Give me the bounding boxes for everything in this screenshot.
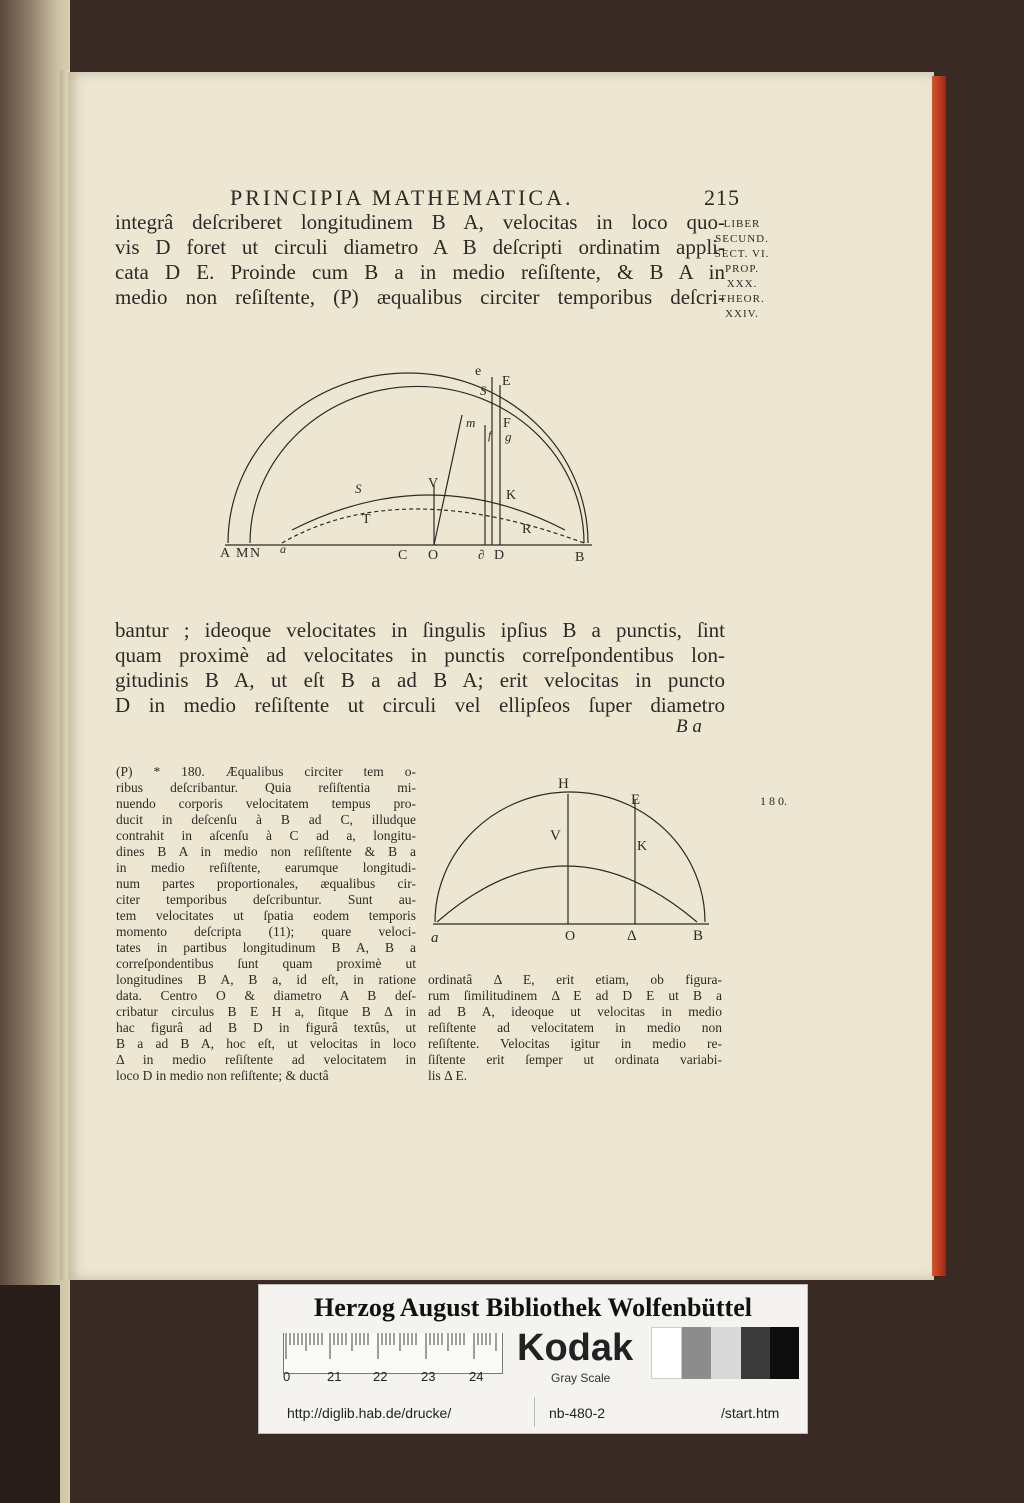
fig2-curve: [437, 866, 697, 922]
footnote-left-column: [116, 764, 416, 1084]
note-line: tates in partibus longitudinum B A, B a: [116, 940, 416, 955]
line-CV: [434, 415, 462, 545]
margin-line: PROP.: [724, 263, 760, 275]
text-line: D in medio reſiſtente ut circuli vel ellipſeos ſuper diametro: [115, 693, 725, 717]
note-line: ſiſtente erit ſemper ut ordinata variabi-: [428, 1052, 722, 1067]
fig1-label-M: M: [236, 546, 249, 561]
fig2-label-a: a: [431, 930, 439, 946]
geometry-figure-1: [200, 355, 620, 575]
note-line: contrahit in aſcenſu à C ad a, longitu-: [116, 828, 416, 843]
note-line: lis Δ E.: [428, 1068, 468, 1083]
note-line: correſpondentibus ſunt quam proximè ut: [116, 956, 416, 971]
fig2-label-delta: Δ: [627, 928, 637, 944]
fig1-label-A: A: [220, 546, 231, 561]
note-line: Δ in medio reſiſtente ad velocitatem in: [116, 1052, 416, 1067]
fig1-label-d: ∂: [478, 547, 485, 562]
ruler-number: 0: [283, 1369, 291, 1384]
kodak-logo: Kodak: [517, 1327, 634, 1369]
paragraph-2: [115, 618, 725, 718]
divider: [534, 1397, 535, 1427]
fig1-label-B: B: [575, 550, 585, 565]
fig1-label-T: T: [362, 512, 371, 527]
note-line: hac figurâ ad B D in figurâ textûs, ut: [116, 1020, 416, 1035]
inner-semicircle: [250, 386, 584, 543]
ruler-number: 23: [421, 1369, 436, 1384]
text-line: quam proximè ad velocitates in punctis correſpondentibus lon-: [115, 643, 725, 667]
fig1-label-E: E: [502, 374, 511, 389]
catchword: B a: [676, 716, 702, 737]
ruler: [283, 1333, 503, 1374]
note-line: in medio reſiſtente, earumque longitudi-: [116, 860, 416, 875]
margin-line: XXIV.: [725, 308, 759, 320]
footnote-right-column: [428, 972, 722, 1084]
note-line: num partes proportionales, æqualibus cir-: [116, 876, 416, 891]
fig1-label-g: g: [505, 429, 512, 444]
ruler-number: 22: [373, 1369, 388, 1384]
outer-semicircle: [228, 373, 588, 543]
footnote-reference: 1 8 0.: [760, 794, 787, 808]
note-line: reſiſtente ad velocitatem in medio non: [428, 1020, 722, 1035]
geometry-figure-2: [425, 770, 725, 950]
fig1-label-R: R: [522, 522, 532, 537]
library-name: Herzog August Bibliothek Wolfenbüttel: [314, 1293, 752, 1322]
note-line: ribus deſcribantur. Quia reſiſtentia mi-: [116, 780, 416, 795]
note-line: nuendo corporis velocitatem tempus pro-: [116, 796, 416, 811]
card-footer: [259, 1393, 807, 1433]
fig1-label-N: N: [250, 546, 261, 561]
text-line: cata D E. Proinde cum B a in medio reſiſtente, & B A in: [115, 260, 725, 284]
margin-line: XXX.: [726, 278, 758, 290]
note-line: cribatur circulus B E H a, ſitque B Δ in: [116, 1004, 416, 1019]
fig2-semicircle: [435, 792, 705, 922]
ruler-number: 24: [469, 1369, 484, 1384]
margin-line: LIBER: [723, 218, 761, 230]
gray-swatches: [651, 1327, 799, 1379]
note-line: momento deſcripta (11); quare veloci-: [116, 924, 416, 939]
swatch-light: [711, 1327, 740, 1379]
text-line: bantur ; ideoque velocitates in ſingulis ipſius B a punctis, ſint: [115, 618, 725, 642]
margin-line: SECUND.: [715, 233, 769, 245]
ruler-number: 21: [327, 1369, 342, 1384]
swatch-dark: [741, 1327, 770, 1379]
page-number: 215: [704, 185, 740, 210]
note-line: data. Centro O & diametro A B deſ-: [116, 988, 416, 1003]
start-path: /start.htm: [721, 1405, 780, 1421]
note-line: longitudines B A, B a, id eſt, in ratione: [116, 972, 416, 987]
swatch-black: [770, 1327, 799, 1379]
note-line: (P) * 180. Æqualibus circiter tem o-: [116, 764, 416, 779]
swatch-white: [651, 1327, 682, 1379]
fig2-label-E: E: [631, 792, 641, 808]
fig2-label-O: O: [565, 929, 576, 944]
fig1-label-K: K: [506, 488, 517, 503]
note-line: reſiſtente. Velocitas igitur in medio re-: [428, 1036, 722, 1051]
text-line: medio non reſiſtente, (P) æqualibus circiter temporibus deſcri-: [115, 285, 725, 309]
note-line: citer temporibus deſcribuntur. Sunt au-: [116, 892, 416, 907]
note-line: ordinatâ Δ E, erit etiam, ob figura-: [428, 972, 722, 987]
paragraph-1: [115, 210, 725, 310]
header-title: PRINCIPIA MATHEMATICA.: [230, 185, 574, 210]
gray-scale-label: Gray Scale: [551, 1371, 611, 1385]
library-color-card: [258, 1284, 808, 1434]
margin-line: SECT. VI.: [714, 248, 770, 260]
fig1-label-O: O: [428, 548, 439, 563]
text-line: integrâ deſcriberet longitudinem B A, velocitas in loco quo-: [115, 210, 725, 234]
fig1-label-V: V: [428, 476, 439, 491]
digital-library-url: http://diglib.hab.de/drucke/: [287, 1405, 452, 1421]
fig2-label-K: K: [637, 839, 648, 854]
fig2-label-B: B: [693, 928, 704, 944]
note-line: tem velocitates ut ſpatia eodem temporis: [116, 908, 416, 923]
left-background: [0, 1285, 60, 1503]
swatch-gray: [682, 1327, 711, 1379]
fig1-label-f: f: [488, 428, 492, 442]
note-line: B a ad B A, hoc eſt, ut velocitas in loco: [116, 1036, 416, 1051]
text-line: gitudinis B A, ut eſt B a ad B A; erit velocitas in puncto: [115, 668, 725, 692]
fig1-label-m: m: [466, 415, 476, 430]
note-line: dines B A in medio non reſiſtente & B a: [116, 844, 416, 859]
note-line: ducit in deſcenſu à B ad C, illudque: [116, 812, 416, 827]
note-line: loco D in medio non reſiſtente; & ductâ: [116, 1068, 329, 1083]
fig1-label-C: C: [398, 548, 408, 563]
fig1-label-e: e: [475, 364, 482, 379]
fig2-label-H: H: [558, 776, 569, 792]
note-line: ad B A, ideoque ut velocitas in medio: [428, 1004, 722, 1019]
fig1-label-D: D: [494, 548, 505, 563]
page-red-edge: [932, 76, 946, 1276]
fig1-label-F: F: [503, 416, 511, 431]
fig2-label-V: V: [550, 828, 561, 844]
fig1-label-s: S: [480, 383, 487, 398]
margin-line: THEOR.: [719, 293, 765, 305]
fig1-label-a: a: [280, 542, 286, 556]
shelfmark: nb-480-2: [549, 1405, 606, 1421]
ruler-ticks: [284, 1333, 502, 1373]
note-line: rum ſimilitudinem Δ E ad D E ut B a: [428, 988, 722, 1003]
margin-note: [702, 217, 782, 322]
fig1-label-S2: S: [355, 481, 362, 496]
text-line: vis D foret ut circuli diametro A B deſcripti ordinatim appli-: [115, 235, 725, 259]
